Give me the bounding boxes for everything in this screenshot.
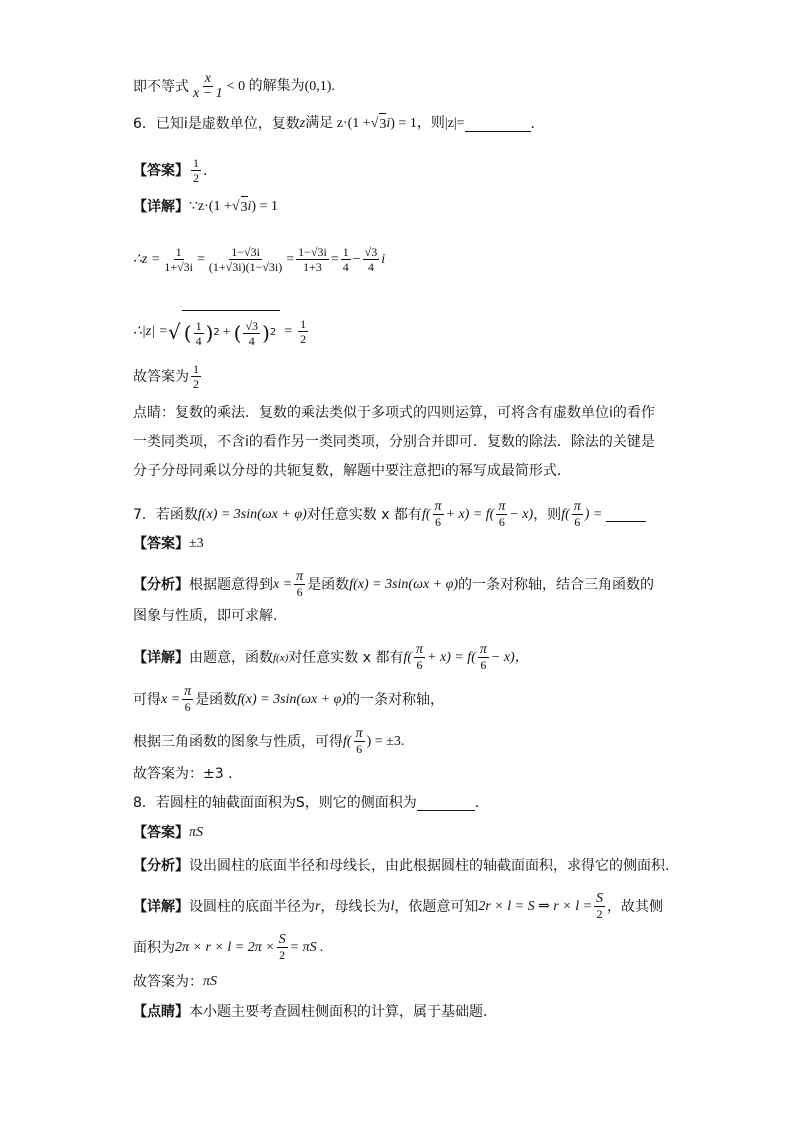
detail-7-line4 — [133, 764, 233, 784]
fraction — [496, 500, 507, 529]
text: ． — [530, 116, 545, 132]
numerator: 1 — [193, 362, 199, 376]
answer-8 — [133, 823, 203, 843]
denominator: 6 — [356, 742, 363, 756]
equation: 2r × l = S ⇒ r × l = — [478, 898, 593, 914]
detail-8-line2 — [133, 933, 324, 962]
text: 是函数 — [307, 576, 350, 593]
numerator: π — [296, 569, 304, 584]
text: 对任意实数 x 都有 — [288, 649, 404, 666]
imag-unit: i — [381, 251, 386, 267]
numerator: S — [278, 932, 286, 947]
detail-8-line1 — [133, 892, 663, 921]
function: f(x) — [273, 651, 289, 664]
function: f(x) = 3sin(ωx + φ) — [349, 576, 459, 592]
var-l: l — [390, 898, 395, 914]
equals: = — [197, 251, 205, 267]
numerator: 1 — [342, 245, 349, 259]
text: ) = ±3. — [366, 733, 405, 749]
fraction — [162, 245, 195, 274]
fraction — [296, 245, 329, 274]
plus: + — [222, 325, 231, 340]
denominator: 4 — [342, 260, 349, 274]
answer-value: πS — [189, 825, 204, 840]
imag-unit: i — [386, 116, 391, 131]
text: 根据题意得到 — [189, 576, 273, 593]
denominator: 6 — [416, 658, 423, 672]
fraction — [207, 245, 284, 274]
solution-set: (0,1). — [304, 78, 335, 94]
analysis-7-line2 — [133, 606, 277, 626]
numerator: √3 — [364, 245, 378, 259]
detail-7-line1 — [133, 643, 529, 672]
exponent: 2 — [213, 327, 220, 338]
answer-value: πS — [203, 974, 218, 989]
numerator: 1−√3i — [231, 245, 260, 259]
text: + x) = f( — [427, 649, 476, 665]
text: x = — [161, 691, 181, 707]
text: f( — [403, 649, 413, 665]
text: f( — [343, 733, 352, 749]
fraction — [433, 500, 444, 529]
answer-tag: 【答案】 — [133, 162, 189, 179]
question-8 — [133, 793, 489, 813]
text: ． — [474, 795, 489, 811]
fraction — [341, 245, 351, 274]
text: f( — [561, 506, 570, 522]
radicand: 3 — [241, 196, 248, 218]
analysis-tag: 【分析】 — [133, 576, 189, 593]
equation: = πS . — [289, 939, 324, 955]
text: 图象与性质，即可求解. — [133, 608, 278, 624]
text: < 0 的解集为 — [226, 78, 305, 94]
text: ) = — [584, 506, 603, 522]
analysis-8 — [133, 856, 669, 876]
denominator: 4 — [367, 260, 374, 274]
denominator: 6 — [498, 515, 505, 529]
text: ∵z·(1 + — [189, 199, 232, 214]
denominator: 6 — [574, 515, 581, 529]
denominator: x − 1 — [193, 86, 223, 101]
text: − x) — [509, 506, 534, 522]
numerator: 1 — [193, 156, 199, 170]
numerator: 1 — [300, 317, 307, 331]
pointer-tag: 【点睛】 — [133, 1004, 189, 1020]
var-z: z — [299, 116, 306, 131]
exponent: 2 — [269, 327, 277, 338]
fraction — [594, 892, 605, 921]
answer-blank — [606, 507, 646, 522]
fraction — [277, 933, 288, 962]
answer-tag: 【答案】 — [133, 825, 189, 841]
detail-tag: 【详解】 — [133, 649, 189, 666]
numerator: π — [416, 642, 424, 657]
var-r: r — [315, 898, 321, 914]
denominator: 1+√3i — [164, 260, 193, 274]
detail-6-line3: ∴|z| = √ ( $\frac{1}{4}$ ) 2 + ( $\frac{√3}{4}$ ) 2 = $\frac{1}{2}$ — [133, 310, 310, 353]
detail-6-line4 — [133, 362, 203, 391]
detail-6-line2 — [133, 245, 385, 274]
text: 可得 — [133, 691, 161, 708]
equals: = — [284, 323, 293, 339]
equation: 2π × r × l = 2π × — [175, 939, 275, 955]
pointer-8 — [133, 1002, 487, 1022]
answer-blank — [465, 117, 531, 132]
text: ) = 1 — [251, 199, 278, 214]
denominator: 4 — [195, 333, 202, 348]
answer-7 — [133, 534, 204, 554]
question-7-stem: 7．若函数 — [133, 506, 198, 523]
text: ，故其侧 — [607, 898, 664, 915]
text: 对任意实数 x 都有 — [306, 506, 422, 523]
answer-value: ±3 — [189, 536, 204, 551]
text: 点睛：复数的乘法．复数的乘法类似于多项式的四则运算，可将含有虚数单位i的看作 — [133, 405, 655, 421]
text: x = — [273, 576, 293, 592]
analysis-tag: 【分析】 — [133, 858, 189, 874]
denominator: 2 — [279, 948, 286, 962]
numerator: π — [573, 499, 581, 514]
text: − x)， — [490, 649, 529, 665]
pointer-6-line2 — [133, 432, 655, 452]
detail-tag: 【详解】 — [133, 898, 189, 915]
fraction — [191, 362, 201, 391]
pointer-6-line1 — [133, 403, 655, 423]
text: 故答案为 — [133, 368, 189, 385]
text: 根据三角函数的图象与性质，可得 — [133, 733, 343, 750]
denominator: (1+√3i)(1−√3i) — [208, 260, 283, 274]
denominator: 1+3 — [303, 260, 322, 274]
numerator: 1 — [195, 318, 202, 333]
text: ，则 — [533, 506, 562, 523]
detail-7-line3 — [133, 727, 404, 756]
numerator: 1−√3i — [298, 245, 327, 259]
text: 是函数 — [195, 691, 238, 708]
fraction — [191, 156, 201, 185]
question-6-stem: 6．已知i是虚数单位，复数 — [133, 116, 300, 132]
question-6: 6．已知i是虚数单位，复数 z 满足 z·(1 + √ 3 i ) = 1，则|z|= ． — [133, 113, 545, 135]
text: 故答案为： — [133, 974, 203, 990]
denominator: 2 — [193, 377, 199, 391]
numerator: 1 — [175, 245, 182, 259]
text: 由题意，函数 — [189, 649, 273, 666]
text: ∴|z| = — [133, 323, 168, 339]
text: + x) = f( — [445, 506, 495, 522]
imag-unit: i — [247, 199, 252, 214]
fraction — [478, 643, 489, 672]
equals: = — [330, 251, 339, 267]
text: 面积为 — [133, 939, 175, 956]
radical-content: ( $\frac{1}{4}$ ) 2 + ( $\frac{√3}{4}$ ) 2 — [182, 310, 281, 353]
text: 设出圆柱的底面半径和母线长，由此根据圆柱的轴截面面积，求得它的侧面积. — [189, 858, 670, 874]
numerator: π — [434, 499, 442, 514]
fraction — [414, 643, 425, 672]
denominator: 6 — [296, 585, 303, 599]
text: ∴z = — [133, 251, 161, 267]
detail-6-line1: 【详解】 ∵z·(1 + √ 3 i ) = 1 — [133, 196, 278, 218]
detail-tag: 【详解】 — [133, 199, 189, 215]
text: 的一条对称轴， — [346, 691, 445, 708]
text: 故答案为：±3 . — [133, 766, 233, 782]
fraction — [363, 245, 380, 274]
text: 设圆柱的底面半径为 — [189, 898, 315, 915]
inequality-solution-line — [133, 72, 335, 101]
text: f( — [421, 506, 431, 522]
minus: − — [352, 251, 361, 267]
text: . — [203, 162, 208, 179]
function: f(x) = 3sin(ωx + φ) — [237, 691, 347, 707]
text: ) = 1，则|z|= — [390, 116, 465, 131]
equals: = — [286, 251, 295, 267]
denominator: 2 — [300, 332, 307, 346]
fraction — [572, 500, 583, 529]
answer-6 — [133, 156, 207, 185]
denominator: 2 — [193, 171, 199, 185]
text: 即不等式 — [133, 78, 189, 95]
fraction — [354, 727, 365, 756]
radicand: 3 — [379, 113, 386, 135]
denominator: 6 — [184, 700, 191, 714]
detail-8-line3 — [133, 972, 217, 992]
function: f(x) = 3sin(ωx + φ) — [197, 506, 307, 522]
numerator: π — [355, 726, 363, 741]
text: 本小题主要考查圆柱侧面积的计算，属于基础题. — [189, 1004, 488, 1020]
text: 的一条对称轴，结合三角函数的 — [458, 576, 655, 593]
detail-7-line2 — [133, 685, 444, 714]
numerator: S — [596, 891, 604, 906]
question-8-stem: 8．若圆柱的轴截面面积为S，则它的侧面积为 — [133, 795, 417, 811]
text: ，依题意可知 — [394, 898, 479, 915]
numerator: π — [479, 642, 487, 657]
numerator: √3 — [245, 318, 259, 333]
fraction — [298, 317, 308, 346]
numerator: π — [498, 499, 506, 514]
denominator: 6 — [480, 658, 487, 672]
fraction — [191, 72, 225, 101]
numerator: π — [184, 684, 192, 699]
fraction — [294, 570, 305, 599]
answer-blank — [417, 796, 475, 811]
denominator: 4 — [248, 333, 255, 348]
fraction — [182, 685, 193, 714]
analysis-7-line1 — [133, 570, 654, 599]
denominator: 2 — [596, 907, 603, 921]
text: 分子分母同乘以分母的共轭复数，解题中要注意把i的幂写成最简形式． — [133, 463, 571, 479]
text: ，母线长为 — [320, 898, 391, 915]
pointer-6-line3 — [133, 461, 571, 481]
text: 一类同类项，不含i的看作另一类同类项，分别合并即可．复数的除法．除法的关键是 — [133, 434, 655, 450]
denominator: 6 — [435, 515, 441, 529]
text: 满足 z·(1 + — [305, 116, 371, 131]
numerator: x — [204, 71, 211, 86]
question-7 — [133, 500, 646, 529]
answer-tag: 【答案】 — [133, 536, 189, 552]
